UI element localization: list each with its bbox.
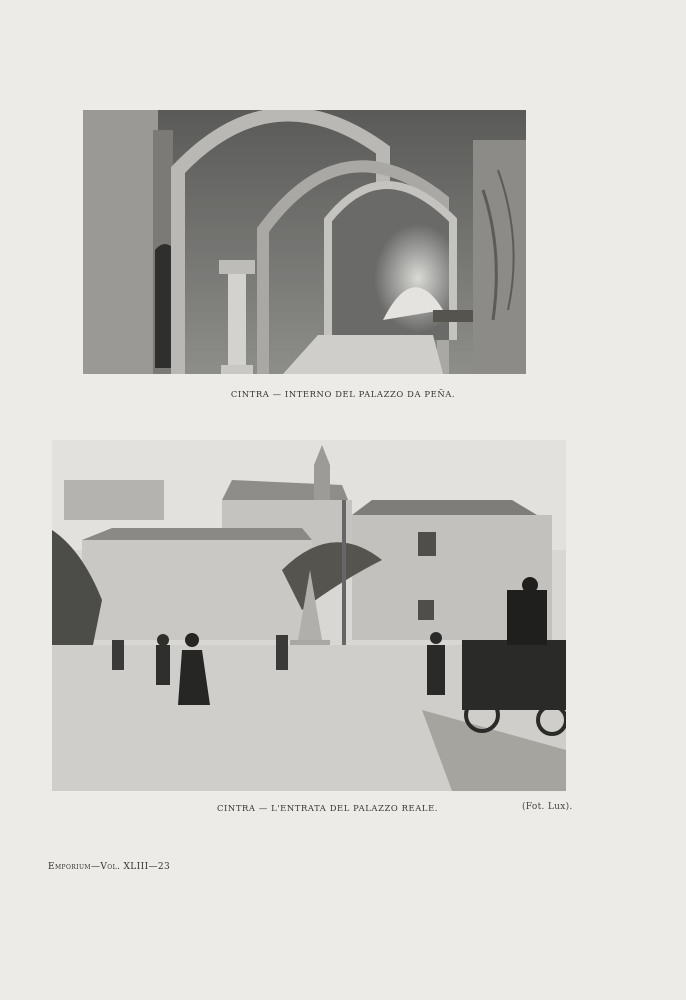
photo-palace-interior xyxy=(83,110,526,374)
caption-palace-interior: CINTRA — INTERNO DEL PALAZZO DA PEÑA. xyxy=(230,389,456,399)
caption-palace-entrance: CINTRA — L'ENTRATA DEL PALAZZO REALE. xyxy=(217,803,439,813)
running-footer: Emporium—Vol. XLIII—23 xyxy=(48,862,171,872)
photo-interior-image xyxy=(83,110,526,374)
photo-entrance-image xyxy=(52,440,566,791)
photo-palace-entrance xyxy=(52,440,566,791)
photo-credit: (Fot. Lux). xyxy=(522,802,573,812)
